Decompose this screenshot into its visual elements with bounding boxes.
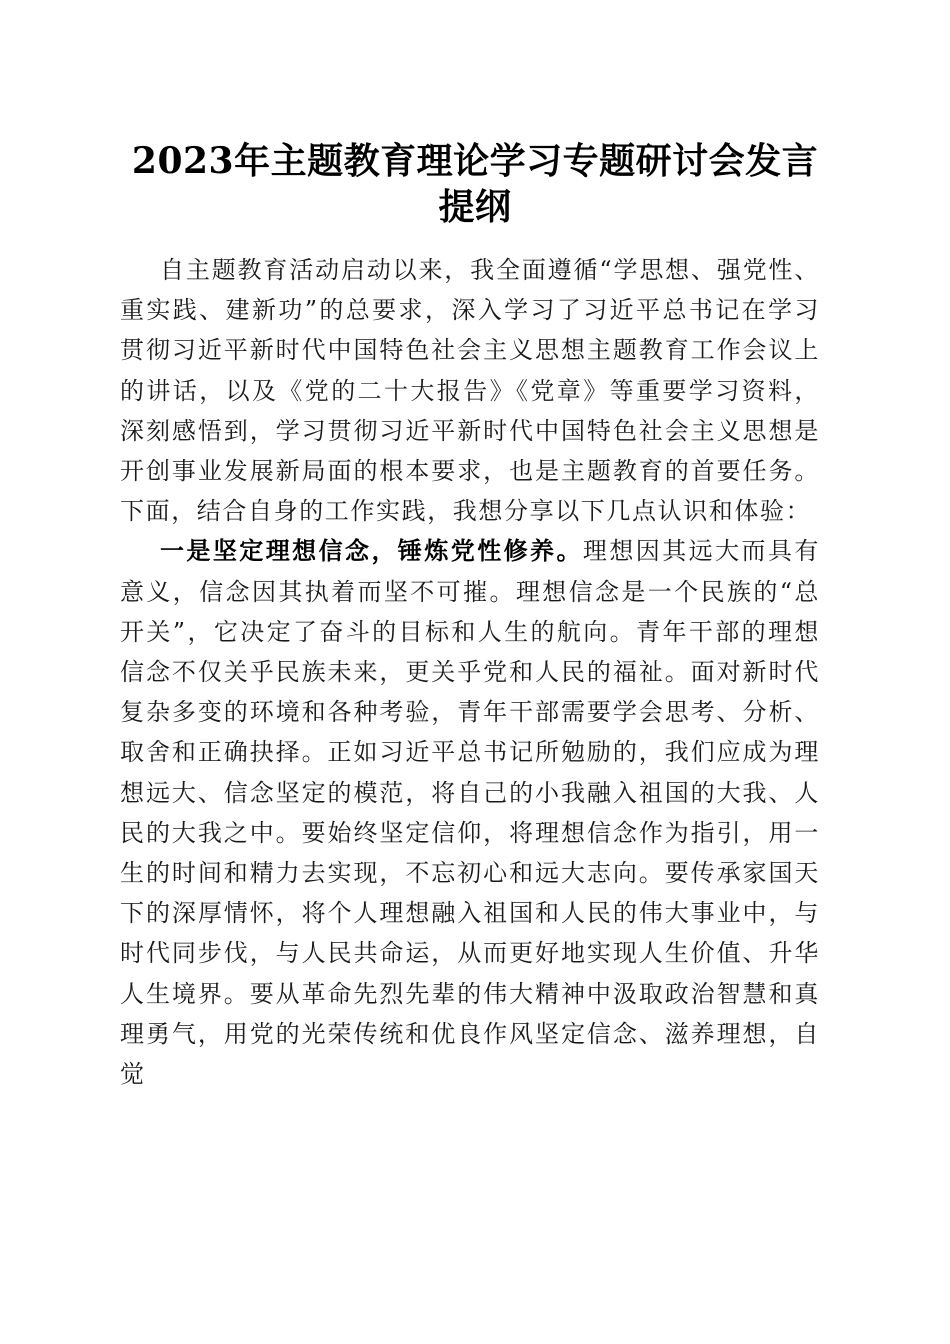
document-body [120,250,820,1094]
paragraph-lead-heading: 一是坚定理想信念，锤炼党性修养。 [160,536,583,566]
paragraph-intro [120,250,820,531]
paragraph-text: 自主题教育活动启动以来，我全面遵循“学思想、强党性、重实践、建新功”的总要求，深入学习了习近平总书记在学习贯彻习近平新时代中国特色社会主义思想主题教育工作会议上的讲话，以及《党的二十大报告》《党章》等重要学习资料，深刻感悟到，学习贯彻习近平新时代中国特色社会主义思想是开创事业发展新局面的根本要求，也是主题教育的首要任务。下面，结合自身的工作实践，我想分享以下几点认识和体验： [120,256,820,526]
paragraph-point-one [120,531,820,1094]
document-title: 2023年主题教育理论学习专题研讨会发言提纲 [131,140,819,228]
paragraph-text: 理想因其远大而具有意义，信念因其执着而坚不可摧。理想信念是一个民族的“总开关”，它决定了奋斗的目标和人生的航向。青年干部的理想信念不仅关乎民族未来，更关乎党和人民的福祉。面对新时代复杂多变的环境和各种考验，青年干部需要学会思考、分析、取舍和正确抉择。正如习近平总书记所勉励的，我们应成为理想远大、信念坚定的模范，将自己的小我融入祖国的大我、人民的大我之中。要始终坚定信仰，将理想信念作为指引，用一生的时间和精力去实现，不忘初心和远大志向。要传承家国天下的深厚情怀，将个人理想融入祖国和人民的伟大事业中，与时代同步伐，与人民共命运，从而更好地实现人生价值、升华人生境界。要从革命先烈先辈的伟大精神中汲取政治智慧和真理勇气，用党的光荣传统和优良作风坚定信念、滋养理想，自觉 [120,537,820,1089]
